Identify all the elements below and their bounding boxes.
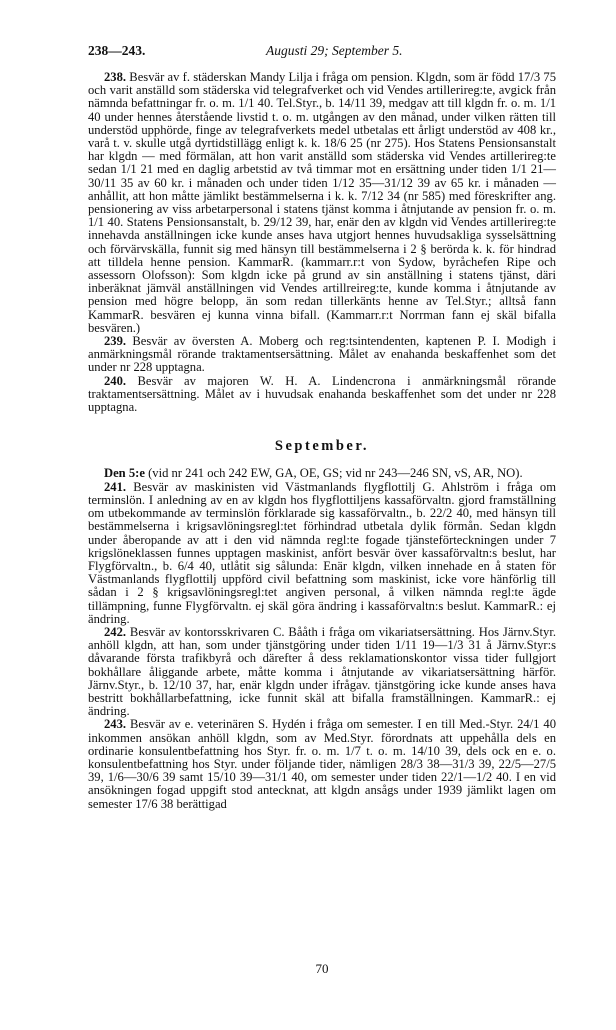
entries-september: [88, 481, 556, 811]
entry-239: [88, 335, 556, 375]
entry-text: Besvär av kontorsskrivaren C. Bååth i fråga om vikariatsersättning. Hos Järnv.Styr. anhöll klgdn, att han, som under tjänstgöring under tiden 1/11 19—1/3 31 å Järnv.Styr:s dåvarande första trafikbyrå och därefter å dess reklamationskontor vissa tider fullgjort bokhållare åliggande arbete, måtte komma i åtnjutande av vikariatsersättning härför. Järnv.Styr., b. 12/10 37, har, enär klgdn under ifrågav. tjänstgöring icke kunde anses hava bestritt bokhållarbefattning, icke funnit skäl att bifalla framställningen. KammarR.: ej ändring.: [88, 624, 556, 719]
section-intro-text: (vid nr 241 och 242 EW, GA, OE, GS; vid nr 243—246 SN, vS, AR, NO).: [148, 466, 523, 481]
entry-238: [88, 71, 556, 335]
header-date: Augusti 29; September 5.: [266, 43, 403, 58]
entry-240: [88, 375, 556, 415]
entry-number: 240.: [104, 373, 127, 388]
entry-text: Besvär av majoren W. H. A. Lindencrona i anmärkningsmål rörande traktamentsersättning. Målet av i huvudsak enahanda beskaffenhet som det under nr 228 upptagna.: [88, 373, 556, 415]
entry-number: 243.: [104, 717, 127, 732]
page-number: 70: [315, 961, 329, 976]
section-date-label: Den 5:e: [104, 466, 145, 481]
document-page: [88, 43, 556, 976]
entry-242: [88, 626, 556, 718]
entry-241: [88, 481, 556, 626]
entries-august: [88, 71, 556, 414]
entry-text: Besvär av f. städerskan Mandy Lilja i fråga om pension. Klgdn, som är född 17/3 75 och varit anställd som städerska vid telegrafverket och vid Vendes artillerireg:te, avgick från nämnda befattningar fr. o. m. 1/1 40. Tel.Styr., b. 14/11 39, medgav att till klgdn fr. o. m. 1/1 40 under hennes återstående livstid t. o. m. utgången av den månad, under vilken rätten till understöd upphörde, finge av telegrafverkets medel utbetalas ett årligt understöd av 408 kr., varå t. v. skulle utgå dyrtidstillägg enligt k. k. 18/6 25 (nr 275). Hos Statens Pensionsanstalt har klgdn — med förmälan, att hon varit anställd som städerska vid Vendes artillerireg:te sedan 1/1 21 med en daglig arbetstid av två timmar mot en ersättning under tiden 1/1 21—30/11 35 av 60 kr. i månaden och under tiden 1/12 35—31/12 39 av 65 kr. i månaden — anhållit, att hon måtte jämlikt bestämmelserna i k. k. 7/12 34 (nr 585) med föreskrifter ang. pensionering av viss arbetarpersonal i statens tjänst komma i åtnjutande av pension fr. o. m. 1/1 40. Statens Pensionsanstalt, b. 29/12 39, har, enär den av klgdn vid Vendes artillerireg:te innehavda anställningen icke kunde anses hava utgjort hennes huvudsakliga sysselsättning och förvärvskälla, funnit sig med hänsyn till bestämmelserna i 2 § berörda k. k. för hindrad att tilldela henne pension. KammarR. (kammarr.r:t von Sydow, byråchefen Ripe och assessorn Olofsson): Som klgdn icke på grund av sin anställning i statens tjänst, däri inberäknat jämväl anställningen vid Vendes artillreireg:te, kunde komma i åtnjutande av pension med högre belopp, än som redan tillerkänts henne av Tel.Styr.; alltså fann KammarR. besvären ej kunna vinna bifall. (Kammarr.r:t Norrman fann ej skäl bifalla besvären.): [88, 70, 556, 335]
entry-text: Besvär av översten A. Moberg och reg:tsintendenten, kaptenen P. I. Modigh i anmärkningsmål rörande traktamentsersättning. Målet av enahanda beskaffenhet som det under nr 228 upptagna.: [88, 334, 556, 375]
section-title: September.: [274, 438, 370, 455]
entry-text: Besvär av maskinisten vid Västmanlands flygflottilj G. Ahlström i fråga om terminslön. I anledning av en av klgdn hos flygflottiljens kassaförvaltn. gjord framställning om utbekommande av terminslön förklarade sig kassaförvaltn., b. 22/2 40, med hänsyn till bestämmelserna i krigsavlöningsregl:tet förhindrad utbetala dylik förmån. Sedan klgdn under åberopande av att i den vid nämnda regl:te fogade tjänsteförteckningen under 7 krigslöneklassen funnes upptagen maskinist, anfört besvär över kassaförvaltn:s beslut, har Flygförvaltn., b. 6/4 40, utlåtit sig sålunda: Enär klgdn, vilken innehade en å staten för Västmanlands flygflottilj uppförd civil befattning som maskinist, icke vore hänförlig till sådan i 2 § krigsavlöningsregl:tet angiven personal, å vilken nämnda regl:te ägde tillämpning, funne Flygförvaltn. ej skäl göra ändring i kassaförvaltn:s beslut. KammarR.: ej ändring.: [88, 479, 556, 626]
entry-number: 238.: [104, 70, 127, 84]
running-header: [88, 44, 556, 64]
entry-number: 239.: [104, 334, 127, 349]
header-entry-range: 238—243.: [88, 43, 146, 58]
entry-number: 241.: [104, 479, 127, 494]
entry-number: 242.: [104, 624, 127, 639]
entry-243: [88, 718, 556, 810]
entry-text: Besvär av e. veterinären S. Hydén i fråga om semester. I en till Med.-Styr. 24/1 40 inkommen ansökan anhöll klgdn, som av Med.Styr. förordnats att uppehålla dels en ordinarie konsulentbefattning hos Styr. fr. o. m. 1/7 t. o. m. 14/10 39, dels ock en e. o. konsulentbefattning hos Styr. under följande tider, nämligen 28/3 38—31/3 39, 22/5—27/5 39, 1/6—30/6 39 samt 15/10 39—31/1 40, om semester under tiden 22/1—1/2 40. I en vid ansökningen fogad uppgift stod antecknat, att klgdn ansågs under 1939 jämlikt lagen om semester 17/6 38 berättigad: [88, 717, 556, 811]
